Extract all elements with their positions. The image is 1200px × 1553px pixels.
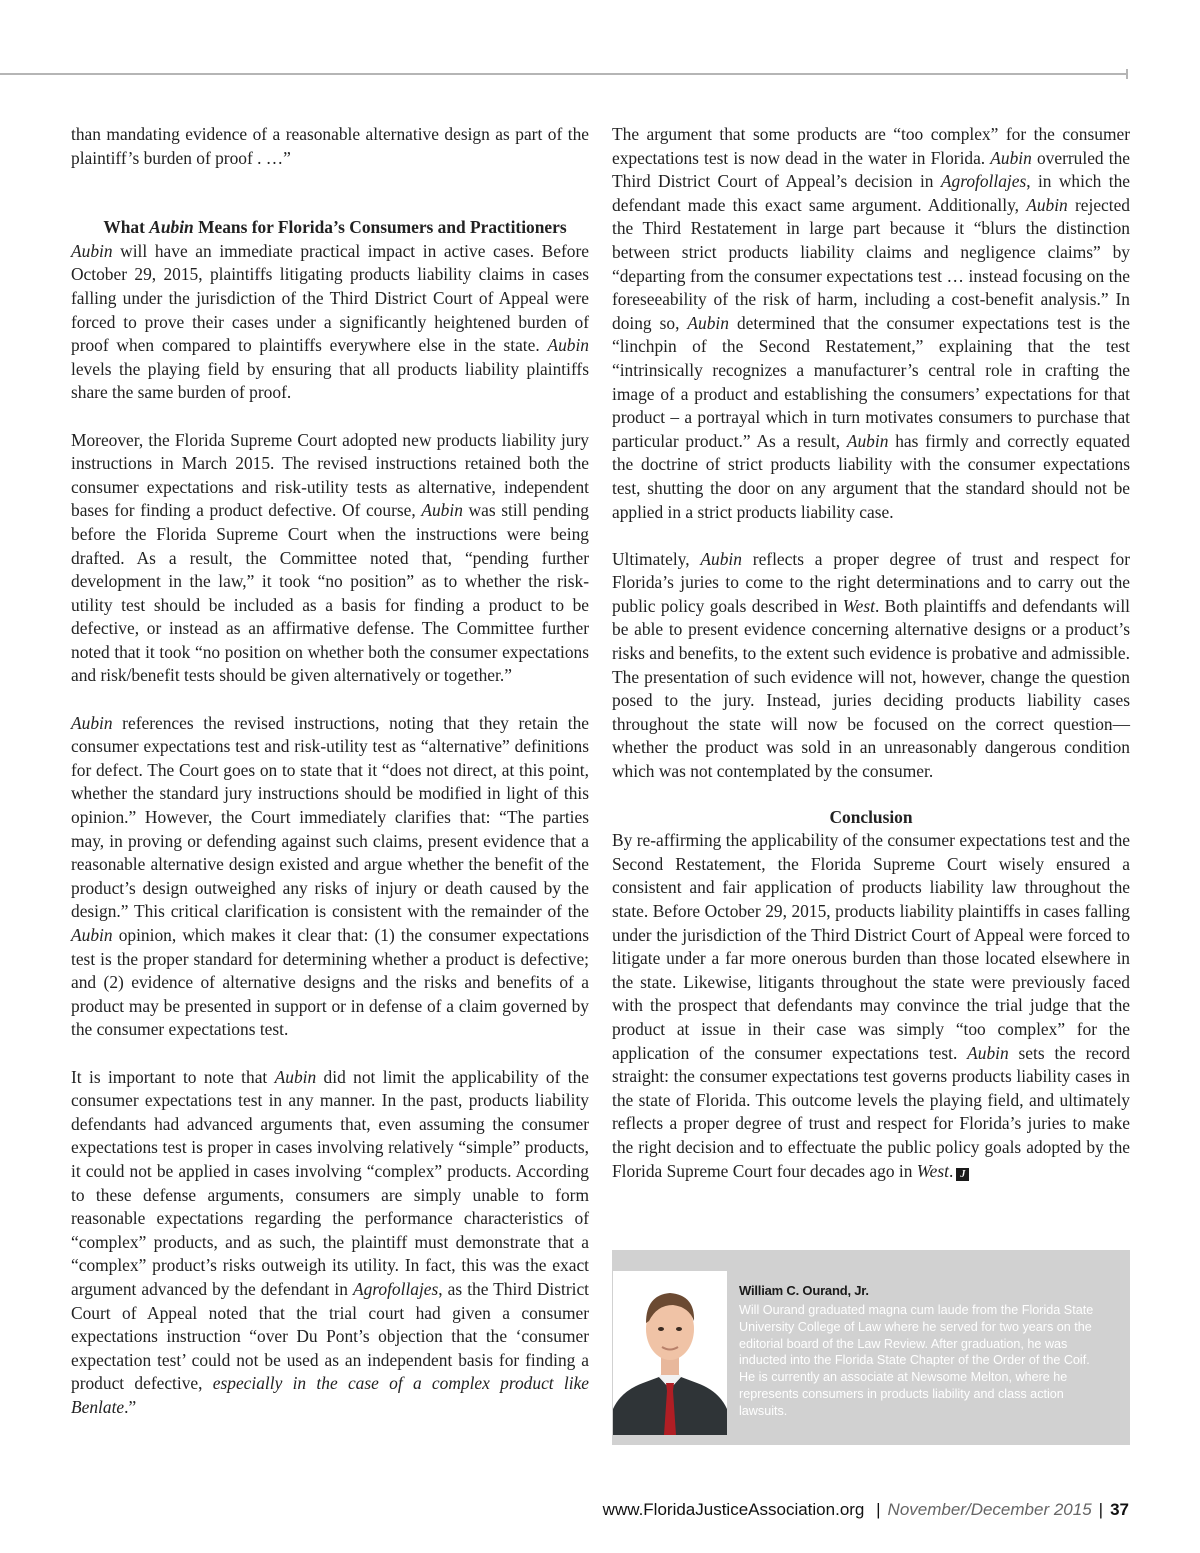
paragraph-text: Moreover, the Florida Supreme Court adopted new products liability jury instructions in March 2015. The revised instructions retained both the consumer expectations and risk-utility tests as alternative, independent bases for finding a product defective. Of course, [71,429,589,521]
header-rule-cap [1126,69,1128,79]
heading-text-start: What [103,217,150,238]
emphasized-quote: especially in the case of a complex product like Benlate [71,1373,590,1417]
heading-text-end: Means for Florida’s Consumers and Practitioners [193,217,567,238]
paragraph-text: did not limit the applicability of the consumer expectations test in any manner. In the past, products liability defendants had advanced arguments that, even assuming the consumer expectations test is proper in cases involving relatively “simple” products, it could not be applied in cases involving “complex” products. According to these defense arguments, consumers are simply unable to form reasonable expectations regarding the performance characteristics of “complex” products, and as such, the plaintiff must demonstrate that a “complex” product’s risks outweigh its utility. In fact, this was the exact argument advanced by the defendant in [71,1066,589,1299]
paragraph-text: , as the Third District Court of Appeal noted that the trial court had given a consumer expectations instruction “over Du Pont’s objection that the ‘consumer expectation test’ could not be used as an independent basis for finding a product defective, [71,1278,589,1394]
footer-separator: | [1098,1500,1104,1519]
case-name: Aubin [687,312,729,333]
paragraph-text: has firmly and correctly equated the doctrine of strict products liability with the consumer expectations test, shutting the door on any argument that the standard should not be applied in a strict products liability case. [612,430,1130,522]
author-bio [739,1282,1109,1420]
paragraph-text: opinion, which makes it clear that: (1) the consumer expectations test is the proper standard for determining whether a product is defective; and (2) evidence of alternative designs and the risks and benefits of a product may be presented in support or in defense of a claim governed by the consumer expectations test. [71,925,589,1040]
section-heading [71,216,589,240]
end-of-article-mark: J [956,1168,969,1181]
case-name: West [916,1160,949,1181]
paragraph-text: rejected the Third Restatement in large part because it “blurs the distinction between strict products liability claims and negligence claims” by “departing from the consumer expectations test … instead focusing on the foreseeability of the risk of harm, including a cost-benefit analysis.” In doing so, [612,194,1130,333]
case-name: Aubin [71,712,113,733]
case-name: Aubin [547,335,589,356]
intro-text: than mandating evidence of a reasonable alternative design as part of the plaintiff’s burden of proof . …” [71,124,589,168]
case-name: Aubin [421,500,463,521]
paragraph-conclusion [612,829,1130,1183]
paragraph-jury-instructions [71,429,589,689]
paragraph-text: references the revised instructions, noting that they retain the consumer expectations test and risk-utility test as “alternative” definitions for defect. The Court goes on to state that it “does not direct, at this point, whether the standard jury instructions should be modified in light of this opinion.” However, the Court immediately clarifies that: “The parties may, in proving or defending against such claims, present evidence that a reasonable alternative design existed and argue whether the benefit of the product’s design outweighed any risks of injury or death caused by the design.” This critical clarification is consistent with the remainder of the [71,712,589,922]
conclusion-heading: Conclusion [829,806,913,827]
paragraph-text: Ultimately, [612,548,701,569]
paragraph-text: . Both plaintiffs and defendants will be able to present evidence concerning alternative designs or a product’s risks and benefits, to the extent such evidence is probative and admissible. The presentation of such evidence will not, however, change the question posed to the jury. Instead, juries deciding products liability cases throughout the state will now be focused on the correct question—whether the product was sold in an unreasonably dangerous condition which was not contemplated by the consumer. [612,595,1131,782]
case-name: Aubin [967,1042,1009,1063]
footer-separator: | [876,1500,881,1519]
case-name: West [842,595,875,616]
author-portrait-illustration [613,1271,727,1435]
footer-issue-date: November/December 2015 [887,1500,1092,1519]
case-name: Aubin [700,548,742,569]
page-footer [0,1499,1129,1521]
paragraph-text: levels the playing field by ensuring that all products liability plaintiffs share the same burden of proof. [71,358,589,403]
paragraph-too-complex [612,123,1130,524]
paragraph-text: . [948,1160,954,1181]
case-name: Aubin [71,240,113,261]
paragraph-practical-impact [71,240,589,405]
paragraph-ultimately [612,548,1130,784]
left-column [71,123,589,1419]
case-name: Aubin [846,430,889,451]
heading-case-name: Aubin [149,217,194,238]
author-bio-text: Will Ourand graduated magna cum laude from the Florida State University College of Law where he served for two years on the editorial board of the Law Review. After graduation, he was inducted into the Florida State Chapter of the Order of the Coif. He is currently an associate at Newsome Melton, where he represents consumers in products liability and class action lawsuits. [739,1303,1094,1418]
paragraph-revised-instructions [71,712,589,1042]
paragraph-text: It is important to note that [71,1066,275,1087]
header-rule [0,73,1128,75]
paragraph-text: .” [124,1396,137,1417]
paragraph-text: By re-affirming the applicability of the consumer expectations test and the Second Restatement, the Florida Supreme Court wisely ensured a consistent and fair application of products liability law throughout the state. Before October 29, 2015, products liability plaintiffs in cases falling under the jurisdiction of the Third District Court of Appeal were forced to litigate under a far more onerous burden than those located elsewhere in the state. Likewise, litigants throughout the state were previously faced with the prospect that defendants may convince the trial judge that the product at issue in their case was simply “too complex” for the application of the consumer expectations test. [612,830,1130,1063]
paragraph-text: determined that the consumer expectations test is the “linchpin of the Second Restatement,” explaining that the test “intrinsically recognizes a manufacturer’s central role in crafting the image of a product and establishing the consumers’ expectations for that product – a portrayal which in turn motivates consumers to purchase that particular product.” As a result, [612,312,1130,451]
paragraph-complex-products [71,1066,589,1420]
case-name: Agrofollajes [940,171,1027,192]
author-photo [613,1271,727,1435]
right-column [612,123,1130,1183]
case-name: Aubin [71,925,113,945]
intro-paragraph [71,123,589,170]
paragraph-text: overruled the Third District Court of Appeal’s decision in [612,147,1130,192]
case-name: Aubin [990,147,1032,168]
paragraph-text: , in which the defendant made this exact same argument. Additionally, [612,171,1130,215]
paragraph-text: reflects a proper degree of trust and respect for Florida’s juries to come to the right determinations and to carry out the public policy goals described in [612,548,1130,616]
paragraph-text: will have an immediate practical impact in active cases. Before October 29, 2015, plaintiffs litigating products liability claims in cases falling under the jurisdiction of the Third District Court of Appeal were forced to prove their cases under a significantly heightened burden of proof when compared to plaintiffs everywhere else in the state. [71,240,589,356]
footer-website[interactable]: www.FloridaJusticeAssociation.org [602,1500,865,1519]
case-name: Agrofollajes [352,1278,439,1299]
paragraph-text: The argument that some products are “too complex” for the consumer expectations test is now dead in the water in Florida. [612,124,1130,168]
author-name: William C. Ourand, Jr. [739,1283,869,1298]
paragraph-text: sets the record straight: the consumer expectations test governs products liability cases in the state of Florida. This outcome levels the playing field, and ultimately reflects a proper degree of trust and respect for Florida’s juries to make the right decision and to effectuate the public policy goals adopted by the Florida Supreme Court four decades ago in [612,1042,1130,1181]
paragraph-text: was still pending before the Florida Supreme Court when the instructions were being drafted. As a result, the Committee noted that, “pending further development in the law,” it took “no position” as to whether the risk-utility test should be included as a basis for finding a product to be defective, or instead as an affirmative defense. The Committee further noted that it took “no position on whether both the consumer expectations and risk/benefit tests should be given alternatively or together.” [71,500,589,686]
case-name: Aubin [1026,194,1068,215]
page-number: 37 [1110,1500,1129,1519]
case-name: Aubin [274,1066,317,1087]
